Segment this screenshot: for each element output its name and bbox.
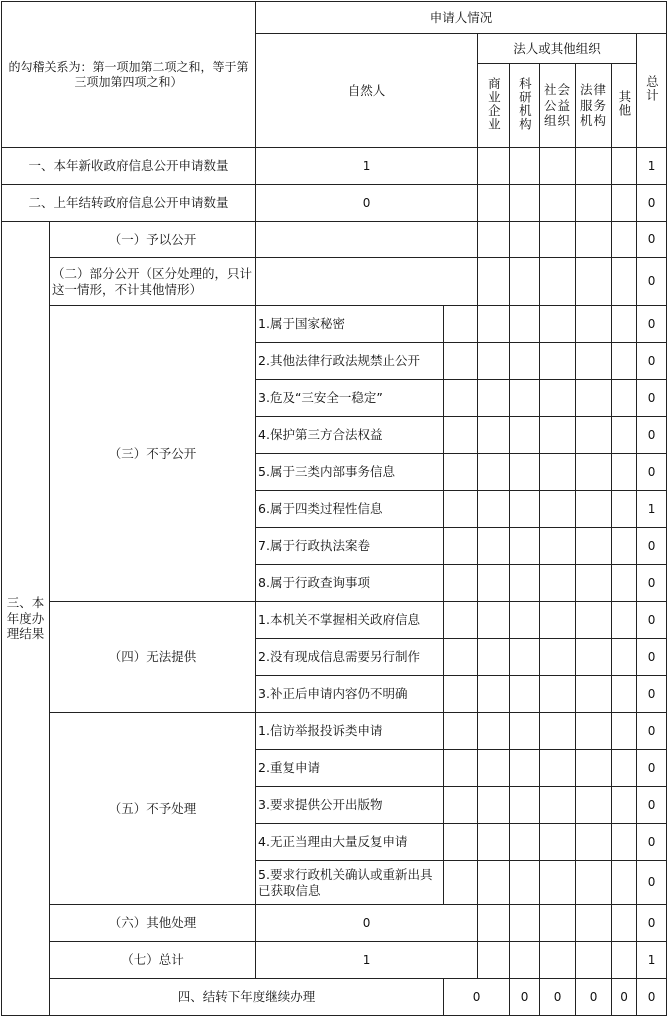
item-total: 0 — [637, 454, 667, 491]
item-total: 0 — [637, 787, 667, 824]
natural-person-header: 自然人 — [256, 34, 478, 148]
row-disclosed-label: （一）予以公开 — [50, 222, 256, 258]
item-label: 5.要求行政机关确认或重新出具已获取信息 — [256, 861, 444, 905]
item-label: 1.属于国家秘密 — [256, 306, 444, 343]
item-label: 1.信访举报投诉类申请 — [256, 713, 444, 750]
row-carry-forward-col: 0 — [540, 979, 576, 1016]
row-new-applications-label: 一、本年新收政府信息公开申请数量 — [2, 148, 256, 185]
item-label: 6.属于四类过程性信息 — [256, 491, 444, 528]
item-label: 5.属于三类内部事务信息 — [256, 454, 444, 491]
row-new-applications-natural: 1 — [256, 148, 478, 185]
row-section-total-label: （七）总计 — [50, 942, 256, 979]
col-header-public-welfare: 社会公益组织 — [540, 64, 576, 148]
row-carryover-natural: 0 — [256, 185, 478, 222]
item-total: 0 — [637, 861, 667, 905]
row-partial-total: 0 — [637, 258, 667, 306]
item-label: 7.属于行政执法案卷 — [256, 528, 444, 565]
row-cannot-provide-label: （四）无法提供 — [50, 602, 256, 713]
item-total: 0 — [637, 602, 667, 639]
row-other-handling-natural: 0 — [256, 905, 478, 942]
row-carryover-total: 0 — [637, 185, 667, 222]
item-total: 0 — [637, 380, 667, 417]
item-label: 3.补正后申请内容仍不明确 — [256, 676, 444, 713]
row-carry-forward-col: 0 — [637, 979, 667, 1016]
item-total: 0 — [637, 824, 667, 861]
section-3-label: 三、本年度办理结果 — [2, 222, 50, 1016]
row-carry-forward-col: 0 — [612, 979, 637, 1016]
statistics-table — [1, 1, 667, 1016]
item-label: 2.重复申请 — [256, 750, 444, 787]
item-label: 4.保护第三方合法权益 — [256, 417, 444, 454]
item-label: 1.本机关不掌握相关政府信息 — [256, 602, 444, 639]
row-section-total-natural: 1 — [256, 942, 478, 979]
item-total: 0 — [637, 528, 667, 565]
item-total: 1 — [637, 491, 667, 528]
item-label: 2.没有现成信息需要另行制作 — [256, 639, 444, 676]
row-disclosed-total: 0 — [637, 222, 667, 258]
legal-group-header: 法人或其他组织 — [478, 34, 637, 64]
item-total: 0 — [637, 565, 667, 602]
row-new-applications-total: 1 — [637, 148, 667, 185]
col-header-research: 科研机构 — [510, 64, 540, 148]
relation-note: 的勾稽关系为：第一项加第二项之和，等于第三项加第四项之和） — [2, 2, 256, 148]
item-total: 0 — [637, 750, 667, 787]
row-carry-forward-col: 0 — [576, 979, 612, 1016]
applicant-header: 申请人情况 — [256, 2, 667, 34]
row-partial-label: （二）部分公开（区分处理的，只计这一情形，不计其他情形） — [50, 258, 256, 306]
item-label: 8.属于行政查询事项 — [256, 565, 444, 602]
row-carry-forward-natural: 0 — [444, 979, 510, 1016]
item-label: 2.其他法律行政法规禁止公开 — [256, 343, 444, 380]
row-carry-forward-col: 0 — [510, 979, 540, 1016]
row-not-processed-label: （五）不予处理 — [50, 713, 256, 905]
item-total: 0 — [637, 343, 667, 380]
item-total: 0 — [637, 713, 667, 750]
row-carryover-label: 二、上年结转政府信息公开申请数量 — [2, 185, 256, 222]
item-label: 3.要求提供公开出版物 — [256, 787, 444, 824]
row-carry-forward-label: 四、结转下年度继续办理 — [50, 979, 444, 1016]
item-label: 3.危及“三安全一稳定” — [256, 380, 444, 417]
row-other-handling-total: 0 — [637, 905, 667, 942]
item-total: 0 — [637, 639, 667, 676]
col-header-other: 其他 — [612, 64, 637, 148]
total-header: 总计 — [637, 34, 667, 148]
row-not-disclosed-label: （三）不予公开 — [50, 306, 256, 602]
item-label: 4.无正当理由大量反复申请 — [256, 824, 444, 861]
col-header-legal-service: 法律服务机构 — [576, 64, 612, 148]
item-total: 0 — [637, 306, 667, 343]
col-header-business: 商业企业 — [478, 64, 510, 148]
row-section-total-total: 1 — [637, 942, 667, 979]
row-other-handling-label: （六）其他处理 — [50, 905, 256, 942]
item-total: 0 — [637, 417, 667, 454]
item-total: 0 — [637, 676, 667, 713]
